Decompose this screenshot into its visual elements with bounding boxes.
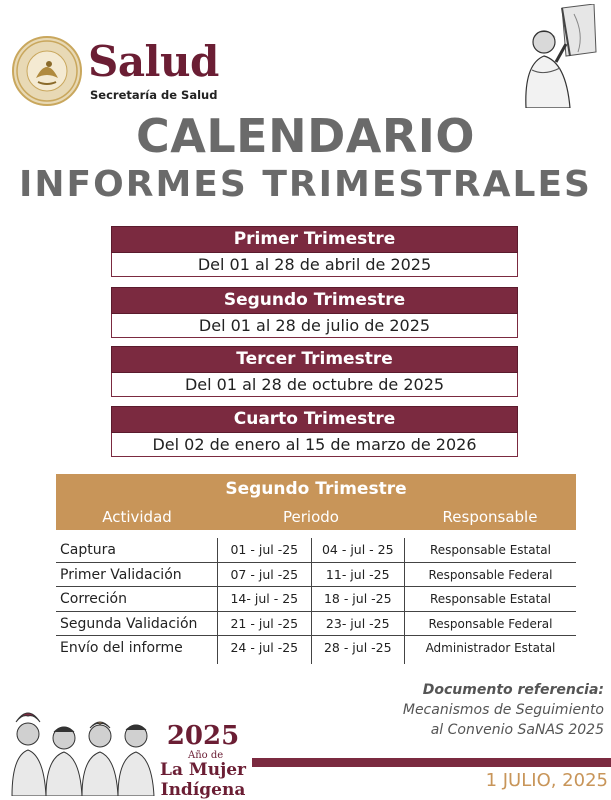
responsible-cell: Responsable Federal xyxy=(404,563,576,588)
period-end-cell: 11- jul -25 xyxy=(311,563,404,588)
reference-line-1: Mecanismos de Seguimiento xyxy=(402,702,604,718)
period-start-cell: 21 - jul -25 xyxy=(217,612,310,637)
quarter-card-1 xyxy=(111,226,518,277)
page-title-line1: CALENDARIO xyxy=(135,109,476,163)
flag-heroine-illustration xyxy=(504,4,600,108)
reference-line-2: al Convenio SaNAS 2025 xyxy=(430,722,604,738)
footer-divider-bar xyxy=(252,758,611,767)
brand-subtitle: Secretaría de Salud xyxy=(90,88,218,102)
table-row xyxy=(56,612,576,637)
period-end-cell: 23- jul -25 xyxy=(311,612,404,637)
table-header xyxy=(56,504,576,530)
quarter-name: Tercer Trimestre xyxy=(111,346,518,373)
year-small-text: Año de xyxy=(188,750,224,761)
activity-cell: Captura xyxy=(56,538,217,563)
period-start-cell: 07 - jul -25 xyxy=(217,563,310,588)
indigenous-women-illustration xyxy=(6,700,156,796)
brand-title: Salud xyxy=(88,37,219,86)
year-text-line1: La Mujer xyxy=(160,760,246,780)
quarter-name: Cuarto Trimestre xyxy=(111,406,518,433)
activity-table xyxy=(56,474,576,661)
quarter-range: Del 01 al 28 de julio de 2025 xyxy=(111,314,518,338)
activity-cell: Primer Validación xyxy=(56,563,217,588)
quarter-name: Primer Trimestre xyxy=(111,226,518,253)
column-header-period: Periodo xyxy=(283,508,339,526)
period-end-cell: 04 - jul - 25 xyxy=(311,538,404,563)
eagle-seal-icon xyxy=(14,38,80,104)
responsible-cell: Responsable Estatal xyxy=(404,538,576,563)
period-start-cell: 01 - jul -25 xyxy=(217,538,310,563)
quarter-card-3 xyxy=(111,346,518,397)
period-end-cell: 28 - jul -25 xyxy=(311,636,404,664)
activity-cell: Segunda Validación xyxy=(56,612,217,637)
activity-cell: Envío del informe xyxy=(60,640,183,656)
page-title-line2: INFORMES TRIMESTRALES xyxy=(19,164,592,205)
reference-title: Documento referencia: xyxy=(422,682,604,698)
table-row xyxy=(56,563,576,588)
period-end-cell: 18 - jul -25 xyxy=(311,587,404,612)
quarter-card-2 xyxy=(111,287,518,338)
period-start-cell: 24 - jul -25 xyxy=(217,636,310,664)
mexico-seal-logo xyxy=(12,36,82,106)
activity-cell: Correción xyxy=(56,587,217,612)
quarter-range: Del 01 al 28 de octubre de 2025 xyxy=(111,373,518,397)
quarter-range: Del 01 al 28 de abril de 2025 xyxy=(111,253,518,277)
table-row xyxy=(56,538,576,563)
responsible-cell: Responsable Estatal xyxy=(404,587,576,612)
year-number: 2025 xyxy=(166,721,240,751)
responsible-cell: Responsable Federal xyxy=(404,612,576,637)
year-text-line2: Indígena xyxy=(160,780,246,800)
year-of-indigenous-woman-logo xyxy=(160,722,246,800)
quarter-card-4 xyxy=(111,406,518,457)
quarter-name: Segundo Trimestre xyxy=(111,287,518,314)
period-start-cell: 14- jul - 25 xyxy=(217,587,310,612)
column-header-responsible: Responsable xyxy=(442,508,538,526)
publication-date: 1 JULIO, 2025 xyxy=(485,770,608,791)
responsible-cell: Administrador Estatal xyxy=(404,636,576,664)
quarter-range: Del 02 de enero al 15 de marzo de 2026 xyxy=(111,433,518,457)
table-row xyxy=(56,587,576,612)
table-title: Segundo Trimestre xyxy=(56,474,576,504)
column-header-activity: Actividad xyxy=(102,508,172,526)
table-row xyxy=(56,636,576,661)
